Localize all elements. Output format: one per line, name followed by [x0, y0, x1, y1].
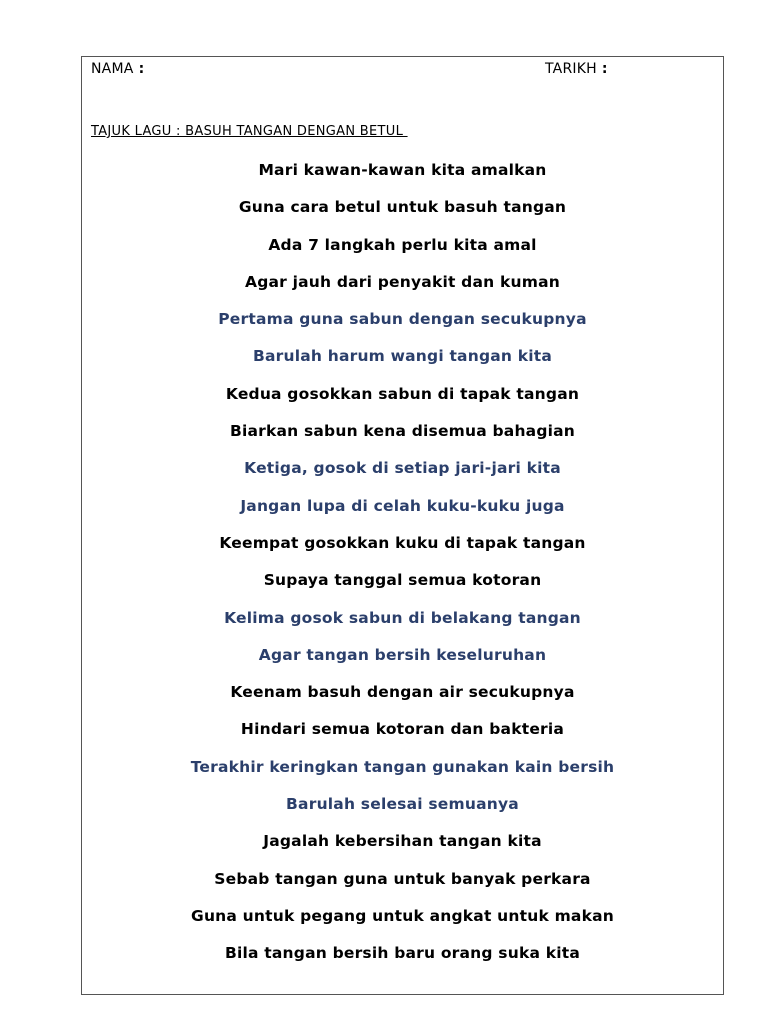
lyric-line: Kedua gosokkan sabun di tapak tangan: [225, 384, 580, 403]
lyric-line: Agar tangan bersih keseluruhan: [258, 645, 547, 664]
lyric-line: Sebab tangan guna untuk banyak perkara: [214, 869, 591, 888]
lyrics-list: [81, 155, 724, 976]
lyric-line: Jangan lupa di celah kuku-kuku juga: [240, 496, 565, 515]
lyric-line: Barulah selesai semuanya: [286, 795, 519, 814]
nama-label-text: NAMA: [91, 61, 134, 77]
lyric-line: Supaya tanggal semua kotoran: [263, 571, 542, 590]
lyric-line: Hindari semua kotoran dan bakteria: [240, 720, 565, 739]
lyric-line: Jagalah kebersihan tangan kita: [263, 832, 542, 851]
lyric-line: Terakhir keringkan tangan gunakan kain bersih: [190, 757, 615, 776]
nama-field-label: [91, 61, 144, 77]
tarikh-field-label: [545, 61, 608, 77]
lyric-line: Keempat gosokkan kuku di tapak tangan: [219, 533, 586, 552]
lyric-line: Ketiga, gosok di setiap jari-jari kita: [244, 459, 561, 478]
nama-colon: :: [133, 61, 145, 77]
lyric-line: Pertama guna sabun dengan secukupnya: [218, 310, 587, 329]
lyric-line: Guna untuk pegang untuk angkat untuk makan: [191, 906, 614, 925]
lyric-line: Biarkan sabun kena disemua bahagian: [229, 422, 576, 441]
lyric-line: Kelima gosok sabun di belakang tangan: [224, 608, 581, 627]
lyric-line: Ada 7 langkah perlu kita amal: [268, 235, 537, 254]
tarikh-colon: :: [596, 61, 608, 77]
song-title: TAJUK LAGU : BASUH TANGAN DENGAN BETUL: [91, 124, 408, 139]
lyric-line: Keenam basuh dengan air secukupnya: [230, 683, 575, 702]
lyric-line: Mari kawan-kawan kita amalkan: [258, 161, 547, 179]
lyric-line: Barulah harum wangi tangan kita: [252, 347, 553, 366]
lyric-line: Bila tangan bersih baru orang suka kita: [224, 944, 581, 963]
lyric-line: Guna cara betul untuk basuh tangan: [238, 198, 567, 217]
lyric-line: Agar jauh dari penyakit dan kuman: [245, 272, 560, 291]
tarikh-label-text: TARIKH: [545, 61, 597, 77]
